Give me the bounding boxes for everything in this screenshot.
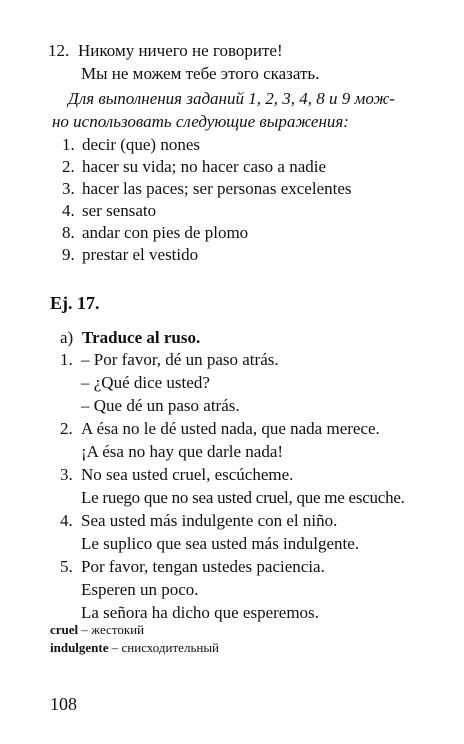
item-12-line-2: Мы не можем тебе этого сказать. (81, 64, 320, 83)
expression-text: andar con pies de plomo (82, 223, 249, 242)
glossary-entry (50, 640, 219, 656)
expression-text: hacer su vida; no hacer caso a nadie (82, 157, 327, 176)
exercise-item-1-line-1 (60, 349, 279, 371)
exercise-item-2-line-1 (60, 418, 380, 440)
item-text: Por favor, tengan ustedes paciencia. (81, 557, 325, 576)
task-text: Traduce al ruso. (82, 328, 201, 347)
expression-number: 3. (62, 179, 75, 198)
instruction-line-1: Для выполнения заданий 1, 2, 3, 4, 8 и 9 мож- (68, 89, 395, 108)
item-text: Sea usted más indulgente con el niño. (81, 511, 338, 530)
exercise-item-5-line-3: La señora ha dicho que esperemos. (81, 603, 319, 622)
item-text: No sea usted cruel, escúcheme. (81, 465, 294, 484)
exercise-item-2-line-2: ¡A ésa no hay que darle nada! (81, 442, 284, 461)
expression-text: hacer las paces; ser personas excelentes (82, 179, 352, 198)
expression-item (62, 134, 200, 156)
item-number: 5. (60, 557, 73, 576)
expression-item (62, 222, 248, 244)
exercise-item-4-line-1 (60, 510, 337, 532)
glossary-separator: – (108, 640, 122, 655)
expression-text: ser sensato (82, 201, 157, 220)
item-number: 2. (60, 419, 73, 438)
expression-text: decir (que) nones (82, 135, 201, 154)
task-label: a) (60, 328, 74, 347)
glossary-term: cruel (50, 622, 79, 637)
page-number: 108 (50, 694, 77, 714)
item-text: Никому ничего не говорите! (78, 41, 283, 60)
expression-text: prestar el vestido (82, 245, 199, 264)
exercise-item-1-line-3: – Que dé un paso atrás. (81, 396, 240, 415)
item-number: 3. (60, 465, 73, 484)
expression-number: 8. (62, 223, 75, 242)
instruction-line-2: но использовать следующие выражения: (52, 112, 349, 131)
expression-item (62, 244, 198, 266)
item-number: 4. (60, 511, 73, 530)
task-heading (60, 327, 200, 349)
item-number: 1. (60, 350, 73, 369)
glossary-definition: снисходительный (121, 640, 220, 655)
item-12-line-1 (48, 40, 283, 62)
exercise-item-3-line-1 (60, 464, 293, 486)
glossary-term: indulgente (50, 640, 109, 655)
exercise-title: Ej. 17. (50, 293, 100, 313)
exercise-item-1-line-2: – ¿Qué dice usted? (81, 373, 210, 392)
expression-item (62, 156, 326, 178)
expression-number: 9. (62, 245, 75, 264)
expression-item (62, 200, 156, 222)
expression-number: 2. (62, 157, 75, 176)
item-text: – Por favor, dé un paso atrás. (81, 350, 279, 369)
exercise-item-5-line-2: Esperen un poco. (81, 580, 199, 599)
expression-item (62, 178, 352, 200)
exercise-item-4-line-2: Le suplico que sea usted más indulgente. (81, 534, 360, 553)
item-text: A ésa no le dé usted nada, que nada merece. (81, 419, 380, 438)
exercise-item-3-line-2: Le ruego que no sea usted cruel, que me escuche. (81, 488, 405, 507)
expression-number: 1. (62, 135, 75, 154)
item-number: 12. (48, 41, 70, 60)
glossary-entry (50, 622, 144, 638)
expression-number: 4. (62, 201, 75, 220)
glossary-separator: – (78, 622, 92, 637)
glossary-definition: жестокий (91, 622, 145, 637)
exercise-item-5-line-1 (60, 556, 325, 578)
